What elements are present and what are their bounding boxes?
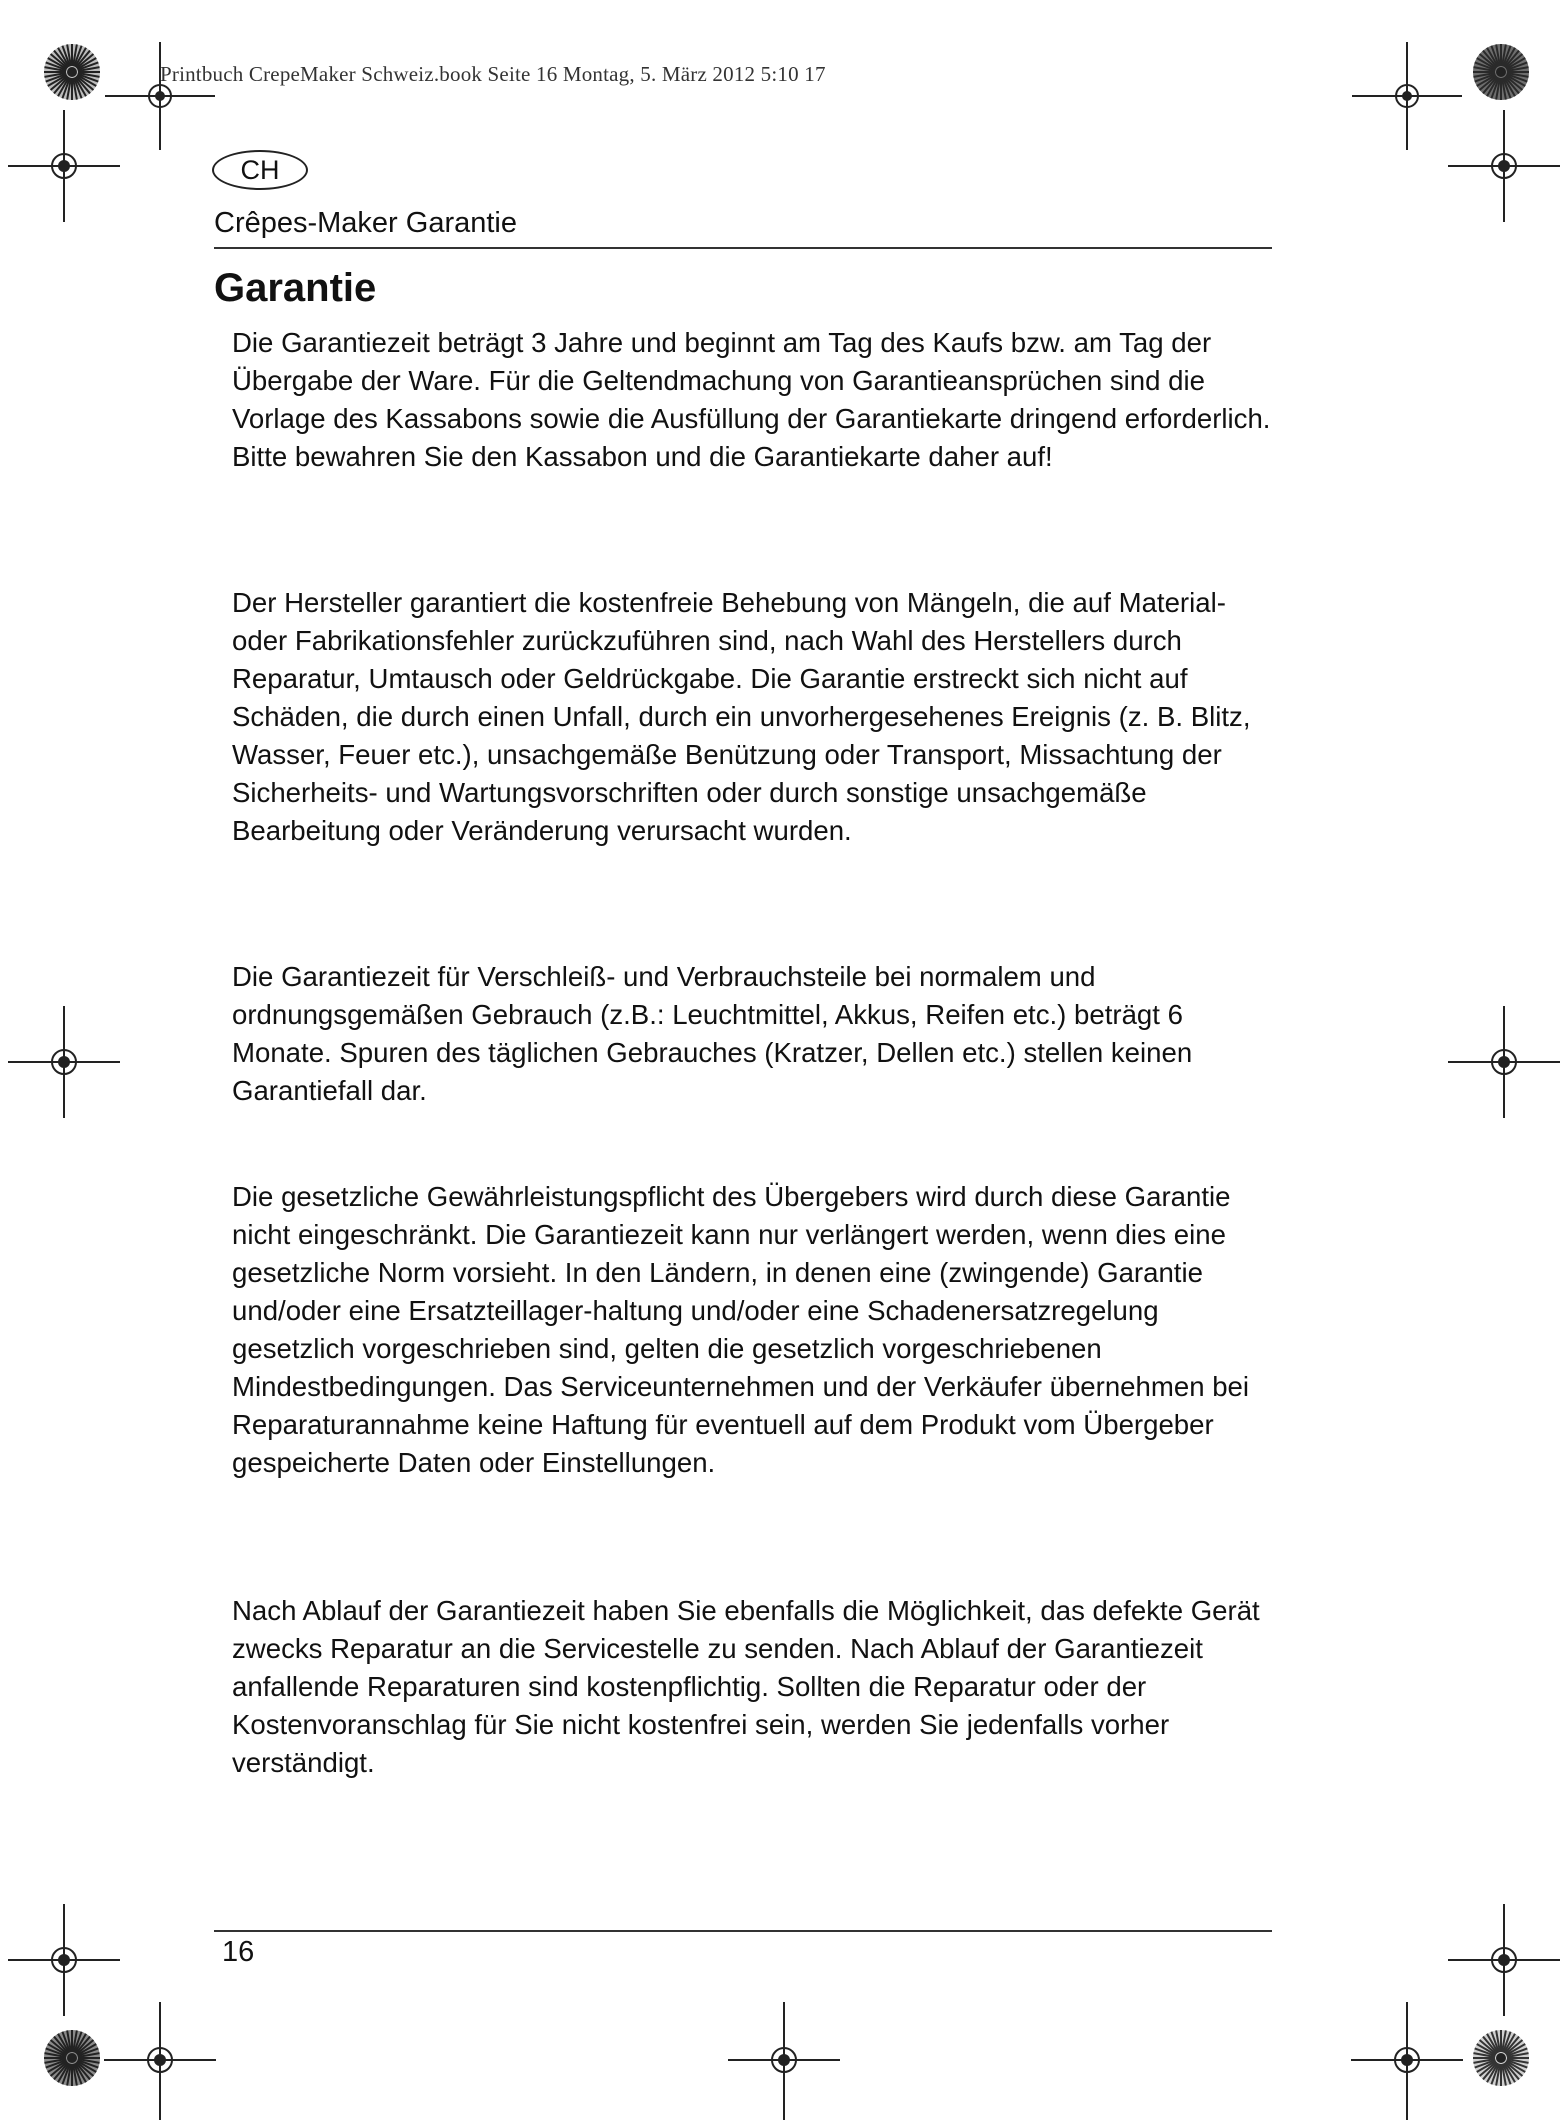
footer-divider — [214, 1930, 1272, 1932]
country-badge-label: CH — [240, 154, 280, 185]
page-title: Garantie — [214, 266, 377, 310]
page-number: 16 — [222, 1936, 255, 1968]
starburst-mark-icon — [1471, 2028, 1531, 2088]
section-header: Crêpes-Maker Garantie — [214, 207, 517, 239]
registration-mark-icon — [100, 2000, 220, 2120]
starburst-mark-icon — [42, 2028, 102, 2088]
paragraph-statutory-warranty: Die gesetzliche Gewährleistungspflicht des Übergebers wird durch diese Garantie nicht eingeschränkt. Die Garantiezeit kann nur verlängert werden, wenn dies eine gesetzliche Norm vorsieht. In den Ländern, in denen eine (zwingende) Garantie und/oder eine Ersatzteillager-haltung und/oder eine Schadenersatzregelung gesetzlich vorgeschrieben sind, gelten die gesetzlich vorgeschriebenen Mindestbedingungen. Das Serviceunternehmen und der Verkäufer übernehmen bei Reparaturannahme keine Haftung für eventuell auf dem Produkt vom Übergeber gespeicherte Daten oder Einstellungen. — [232, 1181, 1250, 1478]
paragraph-wear-parts: Die Garantiezeit für Verschleiß- und Verbrauchsteile bei normalem und ordnungsgemäßen Gebrauch (z.B.: Leuchtmittel, Akkus, Reifen etc.) beträgt 6 Monate. Spuren des täglichen Gebrauches (Kratzer, Dellen etc.) stellen keinen Garantiefall dar. — [232, 961, 1193, 1106]
header-divider — [214, 247, 1272, 249]
paragraph-after-warranty: Nach Ablauf der Garantiezeit haben Sie ebenfalls die Möglichkeit, das defekte Gerät zwecks Reparatur an die Servicestelle zu senden. Nach Ablauf der Garantiezeit anfallende Reparaturen sind kostenpflichtig. Sollten die Reparatur oder der Kostenvoranschlag für Sie nicht kostenfrei sein, werden Sie jedenfalls vorher verständigt. — [232, 1595, 1260, 1778]
country-badge — [212, 150, 308, 190]
registration-mark-icon — [724, 2000, 844, 2120]
registration-mark-icon — [4, 1002, 124, 1122]
paragraph-warranty-period: Die Garantiezeit beträgt 3 Jahre und beginnt am Tag des Kaufs bzw. am Tag der Übergabe der Ware. Für die Geltendmachung von Garantieansprüchen sind die Vorlage des Kassabons sowie die Ausfüllung der Garantiekarte dringend erforderlich. Bitte bewahren Sie den Kassabon und die Garantiekarte daher auf! — [232, 327, 1271, 472]
registration-mark-icon — [1347, 2000, 1467, 2120]
paragraph-manufacturer-guarantee: Der Hersteller garantiert die kostenfreie Behebung von Mängeln, die auf Material- oder Fabrikationsfehler zurückzuführen sind, nach Wahl des Herstellers durch Reparatur, Umtausch oder Geldrückgabe. Die Garantie erstreckt sich nicht auf Schäden, die durch einen Unfall, durch ein unvorhergesehenes Ereignis (z. B. Blitz, Wasser, Feuer etc.), unsachgemäße Benützung oder Transport, Missachtung der Sicherheits- und Wartungsvorschriften oder durch sonstige unsachgemäße Bearbeitung oder Veränderung verursacht wurden. — [232, 587, 1251, 846]
registration-mark-icon — [4, 106, 124, 226]
starburst-mark-icon — [42, 42, 102, 102]
print-slug: Printbuch CrepeMaker Schweiz.book Seite 16 Montag, 5. März 2012 5:10 17 — [160, 62, 826, 86]
registration-mark-icon — [1444, 106, 1564, 226]
starburst-mark-icon — [1471, 42, 1531, 102]
registration-mark-icon — [1444, 1002, 1564, 1122]
